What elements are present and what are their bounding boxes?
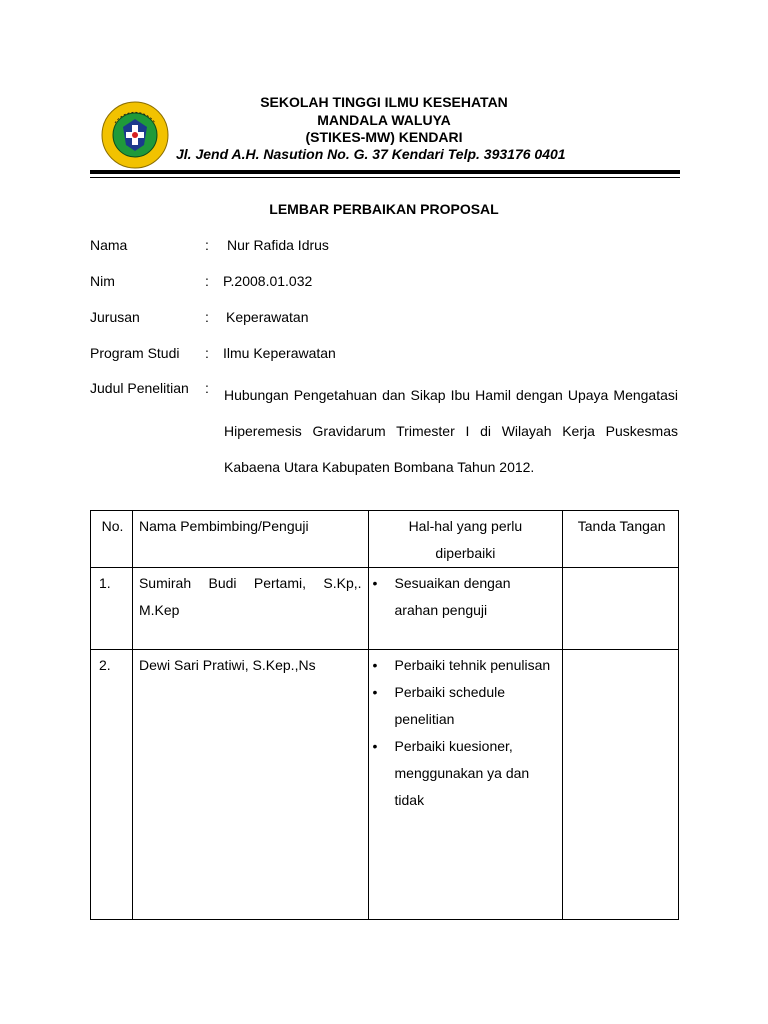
list-item: • Sesuaikan dengan arahan penguji (369, 570, 551, 624)
field-colon: : (205, 237, 209, 253)
row-name: Dewi Sari Pratiwi, S.Kep.,Ns (138, 657, 316, 673)
table-header-row (91, 511, 679, 568)
field-value: Nur Rafida Idrus (227, 237, 329, 253)
letterhead-line-2: MANDALA WALUYA (317, 112, 451, 128)
field-value: Keperawatan (226, 309, 309, 325)
field-label: Program Studi (90, 345, 180, 361)
field-colon: : (205, 309, 209, 325)
header-hal: Hal-hal yang perlu diperbaiki (408, 518, 523, 561)
field-label: Jurusan (90, 309, 140, 325)
table-row (91, 568, 679, 650)
letterhead-line-3: (STIKES-MW) KENDARI (305, 129, 463, 145)
bullet-icon: • (372, 575, 378, 591)
row-number: 1. (99, 575, 111, 591)
letterhead-line-1: SEKOLAH TINGGI ILMU KESEHATAN (260, 94, 508, 110)
signature-cell (563, 568, 678, 570)
list-item: • Perbaiki tehnik penulisan (369, 652, 551, 679)
row-number: 2. (99, 657, 111, 673)
field-value: Ilmu Keperawatan (223, 345, 336, 361)
field-value: P.2008.01.032 (223, 273, 313, 289)
field-label: Nim (90, 273, 115, 289)
field-colon: : (205, 273, 209, 289)
field-label: Judul Penelitian (90, 380, 189, 396)
list-item: • Perbaiki kuesioner, menggunakan ya dan tidak (369, 733, 551, 814)
revision-list (369, 652, 557, 814)
letterhead-divider-thick (90, 170, 680, 174)
judul-penelitian-text: Hubungan Pengetahuan dan Sikap Ibu Hamil dengan Upaya Mengatasi Hiperemesis Gravidarum Trimester I di Wilayah Kerja Puskesmas Kabaena Utara Kabupaten Bombana Tahun 2012. (224, 387, 678, 475)
row-name: Sumirah Budi Pertami, S.Kp,. M.Kep (138, 575, 362, 618)
header-tanda-tangan: Tanda Tangan (577, 518, 666, 534)
table-row (91, 650, 679, 920)
letterhead (0, 0, 768, 180)
signature-cell (563, 650, 678, 652)
letterhead-address: Jl. Jend A.H. Nasution No. G. 37 Kendari Telp. 393176 0401 (176, 146, 566, 162)
list-item: • Perbaiki schedule penelitian (369, 679, 551, 733)
header-nama: Nama Pembimbing/Penguji (138, 518, 309, 534)
field-colon: : (205, 345, 209, 361)
document-title: LEMBAR PERBAIKAN PROPOSAL (269, 201, 499, 217)
letterhead-divider-thin (90, 177, 680, 178)
bullet-icon: • (372, 738, 378, 754)
bullet-icon: • (372, 684, 378, 700)
bullet-icon: • (372, 657, 378, 673)
revision-list (369, 570, 557, 624)
field-colon: : (205, 380, 209, 396)
revision-table (90, 510, 679, 920)
field-label: Nama (90, 237, 128, 253)
header-no: No. (101, 518, 124, 534)
